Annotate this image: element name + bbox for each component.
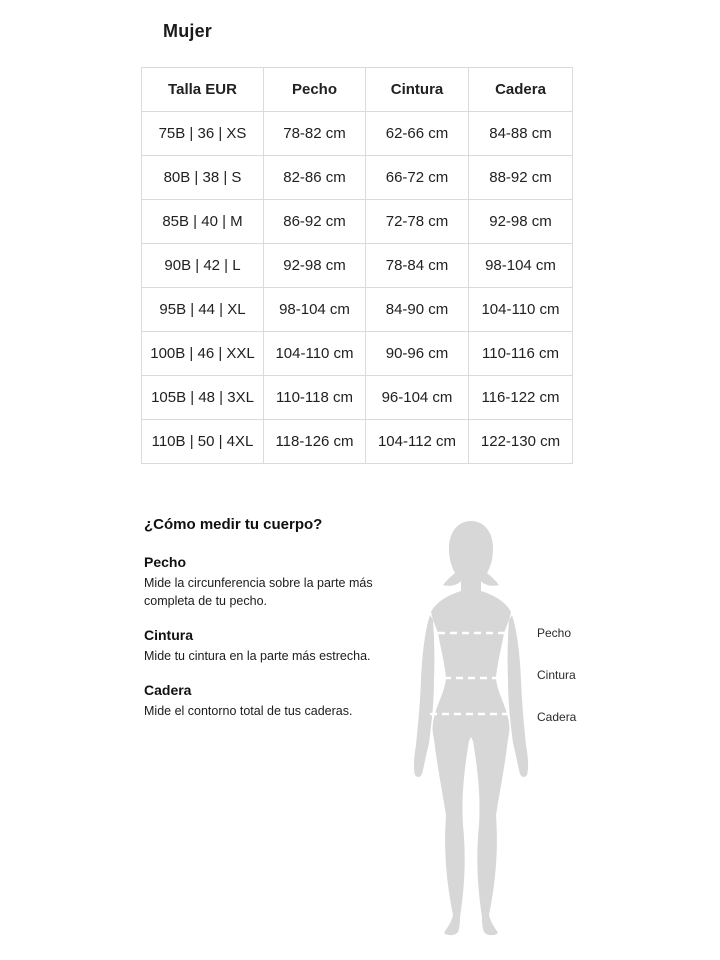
figure-label-pecho: Pecho (537, 626, 572, 640)
guide-label-cadera: Cadera (144, 682, 192, 699)
cintura-cell: 90-96 cm (366, 332, 469, 376)
size-label-cell: 110B | 50 | 4XL (142, 420, 264, 464)
column-header-cintura: Cintura (366, 68, 469, 112)
silhouette-body-shape (431, 521, 511, 935)
pecho-cell: 86-92 cm (264, 200, 366, 244)
cintura-cell: 72-78 cm (366, 200, 469, 244)
table-header-row (142, 68, 573, 112)
cintura-cell: 96-104 cm (366, 376, 469, 420)
guide-desc-pecho: Mide la circunferencia sobre la parte más completa de tu pecho. (144, 576, 373, 609)
cintura-cell: 84-90 cm (366, 288, 469, 332)
silhouette-right-arm-shape (508, 615, 529, 777)
table-row (142, 332, 573, 376)
table-row (142, 112, 573, 156)
size-table (141, 67, 573, 464)
table-row (142, 244, 573, 288)
cadera-cell: 110-116 cm (469, 332, 573, 376)
body-measurement-figure (405, 515, 555, 955)
cintura-cell: 104-112 cm (366, 420, 469, 464)
guide-label-cintura: Cintura (144, 627, 193, 644)
cintura-cell: 78-84 cm (366, 244, 469, 288)
cadera-cell: 92-98 cm (469, 200, 573, 244)
size-label-cell: 85B | 40 | M (142, 200, 264, 244)
size-label-cell: 100B | 46 | XXL (142, 332, 264, 376)
cadera-cell: 84-88 cm (469, 112, 573, 156)
cadera-cell: 98-104 cm (469, 244, 573, 288)
column-header-talla: Talla EUR (142, 68, 264, 112)
table-row (142, 156, 573, 200)
measure-guide (144, 516, 406, 738)
column-header-cadera: Cadera (469, 68, 573, 112)
table-row (142, 288, 573, 332)
female-silhouette-graphic (405, 515, 555, 955)
cadera-cell: 116-122 cm (469, 376, 573, 420)
figure-label-cintura: Cintura (537, 668, 576, 682)
pecho-cell: 92-98 cm (264, 244, 366, 288)
page-title: Mujer (163, 21, 213, 41)
cintura-cell: 66-72 cm (366, 156, 469, 200)
size-label-cell: 80B | 38 | S (142, 156, 264, 200)
column-header-pecho: Pecho (264, 68, 366, 112)
size-table-body (142, 112, 573, 464)
cadera-cell: 104-110 cm (469, 288, 573, 332)
size-label-cell: 75B | 36 | XS (142, 112, 264, 156)
table-row (142, 420, 573, 464)
cadera-cell: 88-92 cm (469, 156, 573, 200)
pecho-cell: 82-86 cm (264, 156, 366, 200)
size-label-cell: 105B | 48 | 3XL (142, 376, 264, 420)
size-label-cell: 90B | 42 | L (142, 244, 264, 288)
pecho-cell: 104-110 cm (264, 332, 366, 376)
figure-label-cadera: Cadera (537, 710, 577, 724)
pecho-cell: 98-104 cm (264, 288, 366, 332)
table-row (142, 376, 573, 420)
guide-label-pecho: Pecho (144, 554, 187, 570)
cintura-cell: 62-66 cm (366, 112, 469, 156)
size-table-header (142, 68, 573, 112)
pecho-cell: 78-82 cm (264, 112, 366, 156)
table-row (142, 200, 573, 244)
measure-guide-title: ¿Cómo medir tu cuerpo? (144, 516, 323, 533)
pecho-cell: 118-126 cm (264, 420, 366, 464)
pecho-cell: 110-118 cm (264, 376, 366, 420)
size-label-cell: 95B | 44 | XL (142, 288, 264, 332)
cadera-cell: 122-130 cm (469, 420, 573, 464)
guide-desc-cintura: Mide tu cintura en la parte más estrecha. (144, 649, 371, 664)
silhouette-left-arm-shape (414, 615, 435, 777)
guide-desc-cadera: Mide el contorno total de tus caderas. (144, 704, 353, 719)
